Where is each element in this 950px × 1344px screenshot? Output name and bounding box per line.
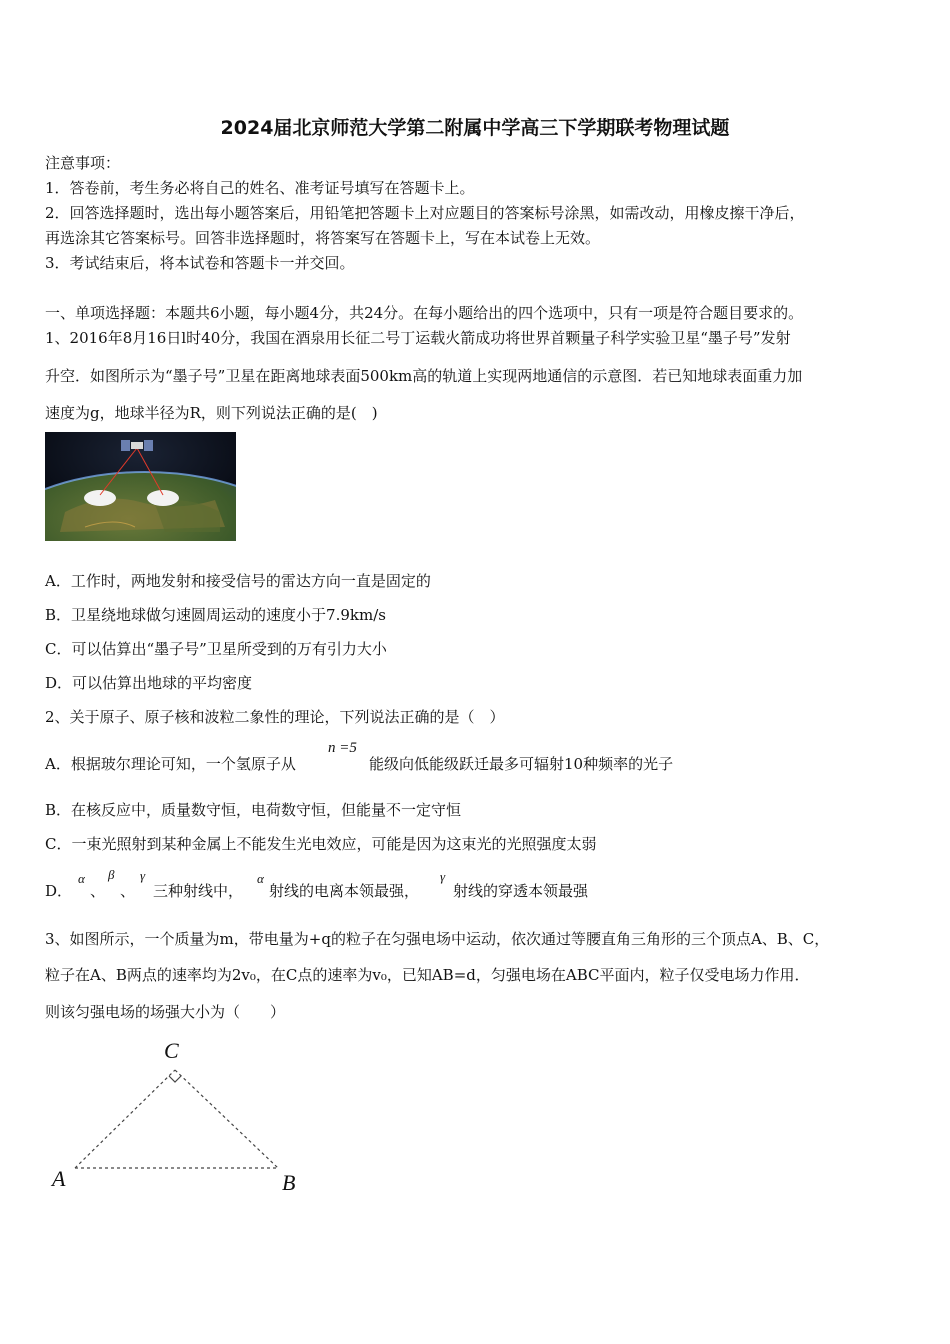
q2-option-d-sep2: 、 (120, 882, 136, 900)
side-cb (175, 1070, 278, 1168)
q2-option-c: C．一束光照射到某种金属上不能发生光电效应，可能是因为这束光的光照强度太弱 (45, 835, 597, 853)
q2-option-d-mid2: 射线的电离本领最强， (269, 882, 420, 900)
section-heading: 一、单项选择题：本题共6小题，每小题4分，共24分。在每小题给出的四个选项中，只有一项是符合题目要求的。 (45, 304, 804, 322)
q2-stem: 2、关于原子、原子核和波粒二象性的理论，下列说法正确的是（ ） (45, 708, 505, 726)
q2-option-d-label: D． (45, 882, 73, 900)
q2-option-a-post: 能级向低能级跃迁最多可辐射10种频率的光子 (369, 755, 674, 773)
q2-option-d-end: 射线的穿透本领最强 (453, 882, 589, 900)
notice-heading: 注意事项： (45, 154, 121, 172)
satellite-earth-illustration (45, 432, 236, 541)
q1-stem-line-3: 速度为g，地球半径为R，则下列说法正确的是( ) (45, 404, 378, 422)
vertex-label-c: C (164, 1038, 179, 1063)
q1-option-c: C．可以估算出“墨子号”卫星所受到的万有引力大小 (45, 640, 387, 658)
q2-option-b: B．在核反应中，质量数守恒，电荷数守恒，但能量不一定守恒 (45, 801, 462, 819)
alpha-symbol: α (78, 871, 85, 886)
q2-option-a-symbol: n =5 (328, 740, 357, 756)
q1-option-d: D．可以估算出地球的平均密度 (45, 674, 253, 692)
notice-item-1: 1．答卷前，考生务必将自己的姓名、准考证号填写在答题卡上。 (45, 179, 475, 197)
side-ac (75, 1070, 175, 1168)
vertex-label-a: A (52, 1166, 66, 1191)
vertex-label-b: B (282, 1170, 296, 1195)
q1-option-a: A．工作时，两地发射和接受信号的雷达方向一直是固定的 (45, 572, 431, 590)
q1-stem-line-2: 升空．如图所示为“墨子号”卫星在距离地球表面500km高的轨道上实现两地通信的示意图．若已知地球表面重力加 (45, 367, 803, 385)
q1-option-b: B．卫星绕地球做匀速圆周运动的速度小于7.9km/s (45, 606, 386, 624)
notice-item-2-cont: 再选涂其它答案标号。回答非选择题时，将答案写在答题卡上，写在本试卷上无效。 (45, 229, 601, 247)
page-title: 2024届北京师范大学第二附属中学高三下学期联考物理试题 (220, 117, 730, 139)
alpha-symbol-2: α (257, 871, 264, 886)
gamma-symbol-2: γ (440, 869, 446, 884)
q3-stem-line-3: 则该匀强电场的场强大小为（ ） (45, 1003, 286, 1021)
q2-option-a-pre: A．根据玻尔理论可知，一个氢原子从 (45, 755, 296, 773)
q2-option-d-sep1: 、 (90, 882, 106, 900)
q1-stem-line-1: 1、2016年8月16日l时40分，我国在酒泉用长征二号丁运载火箭成功将世界首颗量子科学实验卫星“墨子号”发射 (45, 329, 791, 347)
q2-option-d-mid1: 三种射线中， (153, 882, 244, 900)
notice-item-2: 2．回答选择题时，选出每小题答案后，用铅笔把答题卡上对应题目的答案标号涂黑，如需改动，用橡皮擦干净后， (45, 204, 805, 222)
triangle-abc-diagram (40, 1030, 320, 1200)
beta-symbol: β (108, 867, 115, 882)
q3-stem-line-1: 3、如图所示，一个质量为m，带电量为+q的粒子在匀强电场中运动，依次通过等腰直角三角形的三个顶点A、B、C， (45, 930, 830, 948)
right-angle-mark (169, 1076, 181, 1082)
notice-item-3: 3．考试结束后，将本试卷和答题卡一并交回。 (45, 254, 355, 272)
gamma-symbol: γ (140, 868, 146, 883)
q3-stem-line-2: 粒子在A、B两点的速率均为2v₀，在C点的速率为v₀，已知AB=d，匀强电场在ABC平面内，粒子仅受电场力作用． (45, 966, 810, 984)
satellite-earth-image (45, 432, 236, 541)
